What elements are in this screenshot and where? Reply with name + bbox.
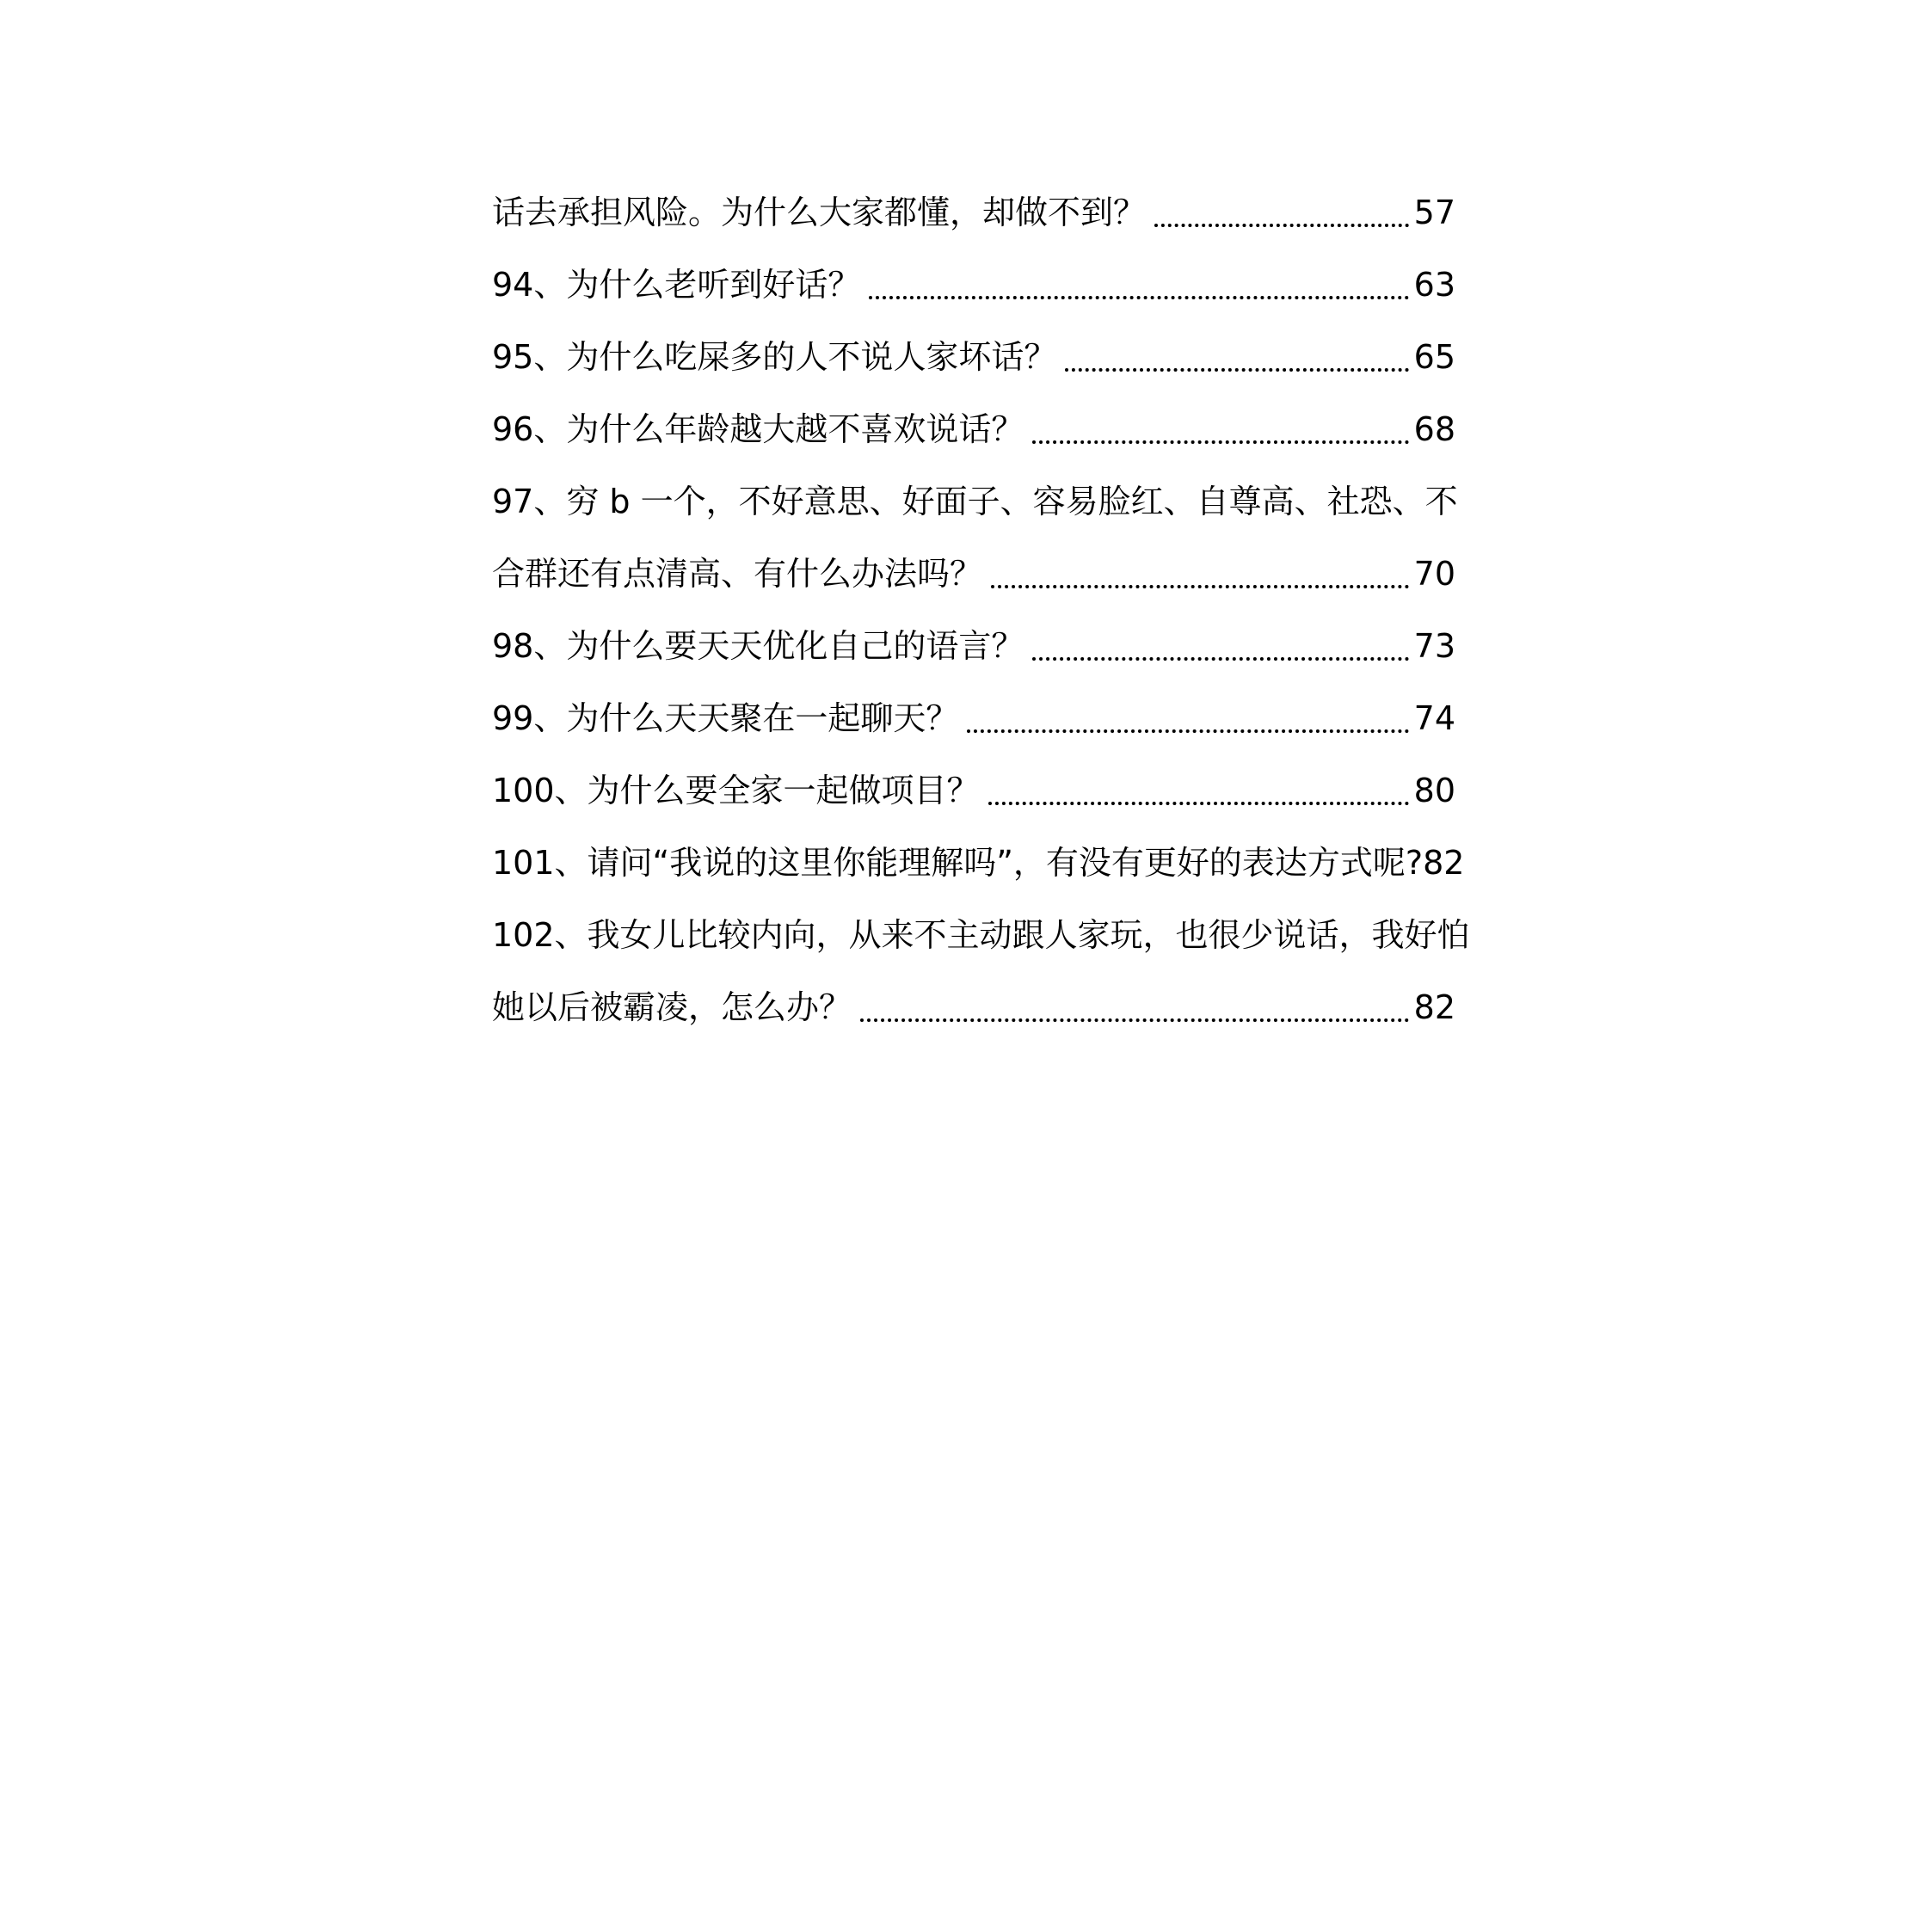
toc-entry-title: 97、穷 b 一个，不好意思、好面子、容易脸红、自尊高、社恐、不: [492, 483, 1458, 520]
dot-leader: [1032, 415, 1408, 444]
toc-entry-title: 话去承担风险。为什么大家都懂，却做不到？: [492, 194, 1147, 231]
toc-entry-page: 73: [1413, 627, 1455, 665]
dot-leader: [988, 776, 1409, 805]
dot-leader: [1032, 631, 1408, 661]
toc-entry[interactable]: [492, 754, 1455, 827]
toc-entry[interactable]: [492, 249, 1455, 321]
toc-entry[interactable]: [492, 393, 1455, 465]
table-of-contents: [492, 176, 1470, 1043]
toc-entry-title: 96、为什么年龄越大越不喜欢说话？: [492, 410, 1024, 448]
toc-entry-page: 82: [1413, 988, 1455, 1026]
toc-entry-title: 101、请问“我说的这里你能理解吗”，有没有更好的表达方式呢?82: [492, 844, 1465, 882]
toc-entry-page: 63: [1413, 266, 1455, 304]
toc-entry-title: 她以后被霸凌，怎么办？: [492, 988, 852, 1026]
toc-entry-page: 74: [1413, 699, 1455, 737]
toc-entry[interactable]: [492, 971, 1455, 1043]
toc-entry-page: 80: [1413, 772, 1455, 809]
toc-entry[interactable]: [492, 827, 1465, 899]
dot-leader: [967, 704, 1408, 733]
toc-entry-title: 合群还有点清高、有什么办法吗？: [492, 555, 983, 593]
toc-entry-page: 70: [1413, 555, 1455, 593]
dot-leader: [1154, 198, 1409, 227]
toc-entry-page: 65: [1413, 338, 1455, 376]
dot-leader: [869, 270, 1408, 299]
toc-entry-page: 57: [1413, 194, 1455, 231]
toc-entry-title: 98、为什么要天天优化自己的语言？: [492, 627, 1024, 665]
toc-entry[interactable]: [492, 176, 1455, 249]
toc-entry-title: 94、为什么老听到好话？: [492, 266, 861, 304]
toc-entry[interactable]: [492, 538, 1455, 610]
toc-entry-continued[interactable]: [492, 899, 1470, 971]
dot-leader: [860, 993, 1409, 1022]
toc-entry[interactable]: [492, 682, 1455, 754]
toc-entry-title: 99、为什么天天聚在一起聊天？: [492, 699, 959, 737]
toc-entry[interactable]: [492, 610, 1455, 682]
toc-entry-title: 102、我女儿比较内向，从来不主动跟人家玩，也很少说话，我好怕: [492, 916, 1470, 954]
dot-leader: [991, 559, 1409, 588]
toc-entry-title: 100、为什么要全家一起做项目？: [492, 772, 980, 809]
dot-leader: [1065, 342, 1408, 372]
toc-entry-continued[interactable]: [492, 465, 1458, 538]
toc-entry-page: 68: [1413, 410, 1455, 448]
toc-entry-title: 95、为什么吃屎多的人不说人家坏话？: [492, 338, 1057, 376]
toc-entry[interactable]: [492, 321, 1455, 393]
